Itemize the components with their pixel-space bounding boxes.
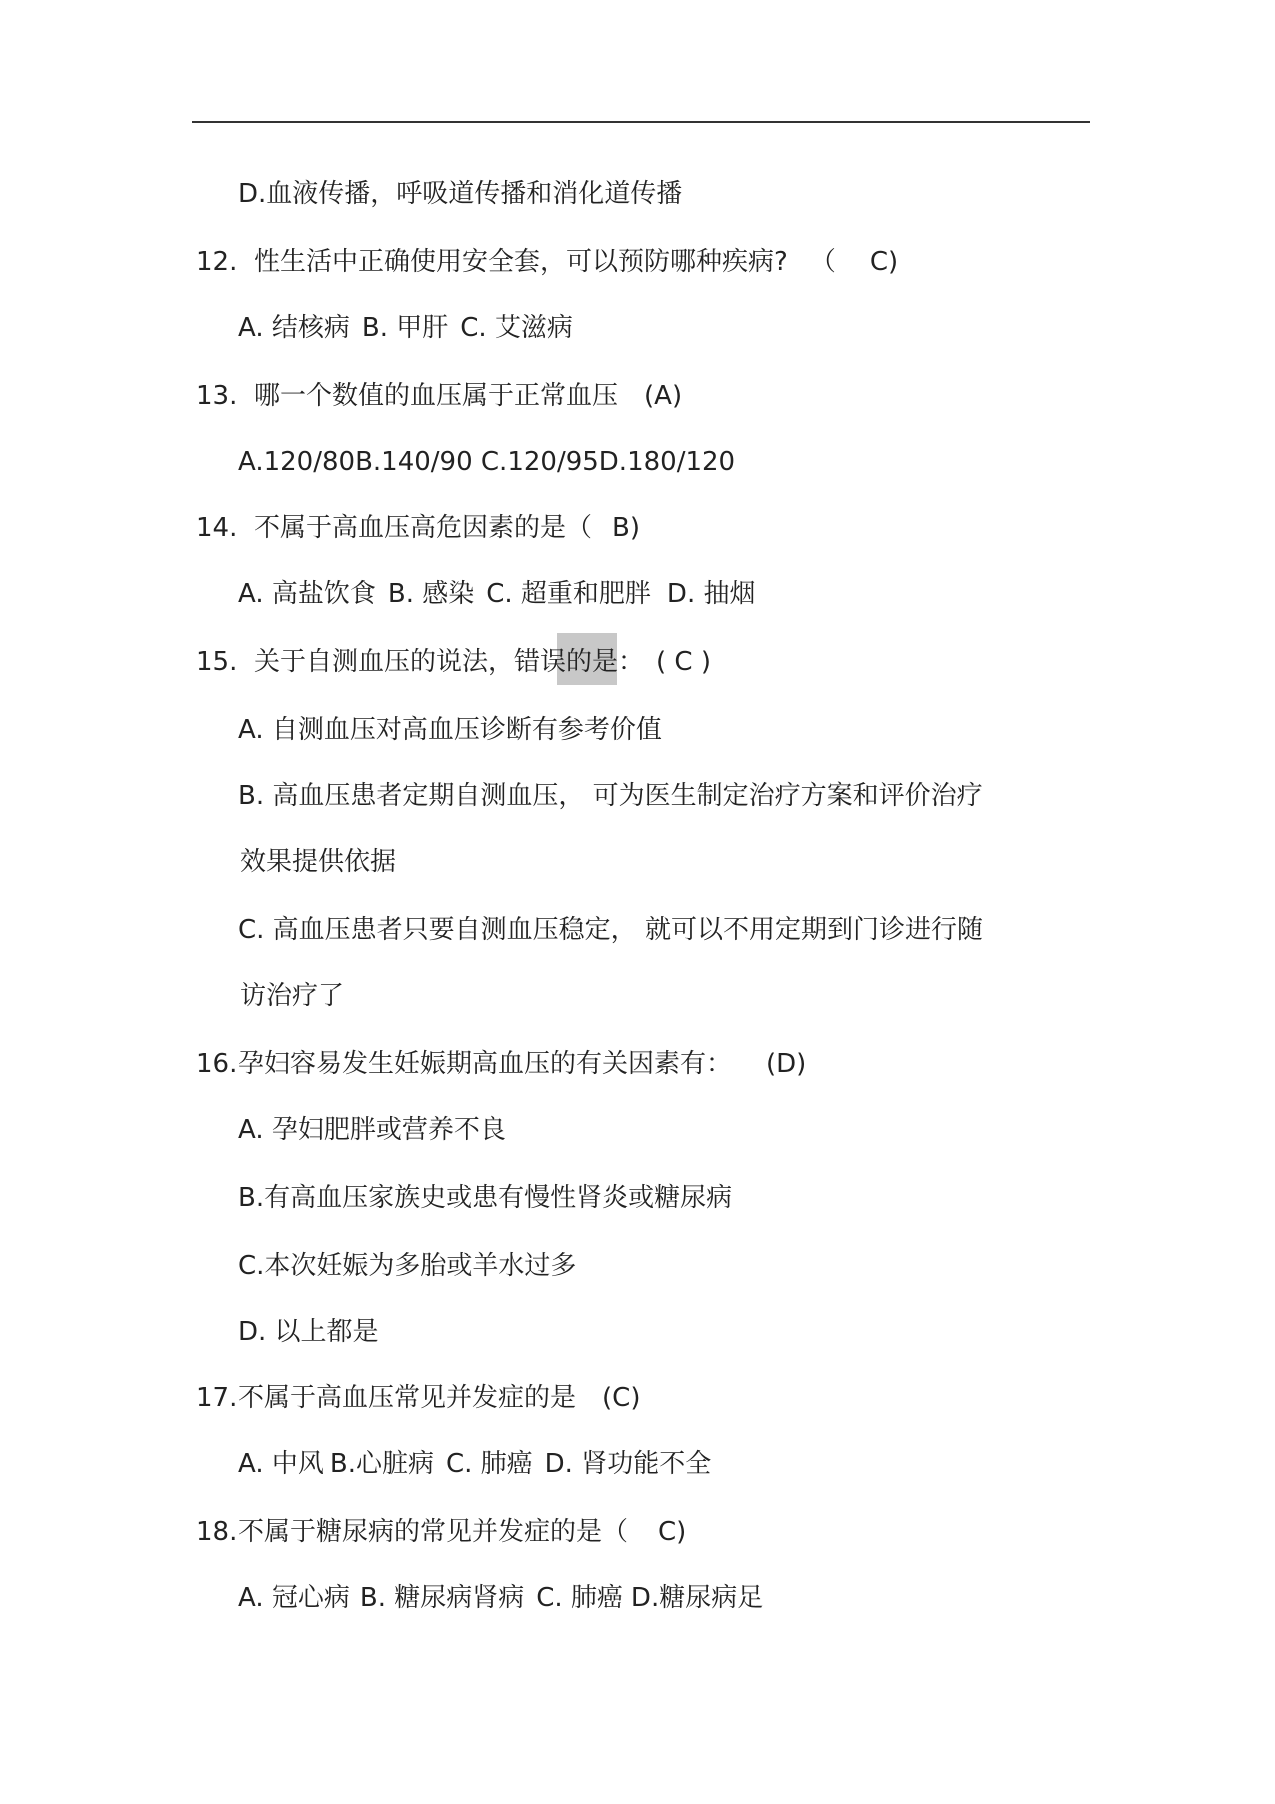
question-text: 关于自测血压的说法，错误的是： [254,647,645,677]
question-answer: (D) [766,1049,807,1079]
header-rule [192,121,1090,123]
question-16 [196,1048,806,1080]
question-answer: (C) [602,1383,641,1413]
option-a: A. 中风 [238,1449,324,1479]
q11-option-d: D.血液传播，呼吸道传播和消化道传播 [238,179,683,209]
option-c: C. 肺癌 [445,1449,533,1479]
question-text: 性生活中正确使用安全套，可以预防哪种疾病? [254,247,788,277]
question-text: 不属于高血压常见并发症的是 [238,1383,577,1413]
question-number: 15. [196,647,238,677]
question-text: 孕妇容易发生妊娠期高血压的有关因素有： [238,1049,733,1079]
question-17 [196,1382,640,1414]
question-number: 16. [196,1049,238,1079]
question-number: 18. [196,1517,238,1547]
question-number: 17. [196,1383,238,1413]
option-c: C. 超重和肥胖 [486,579,651,609]
q16-option-d: D. 以上都是 [238,1317,379,1347]
q15-option-b: B. 高血压患者定期自测血压， 可为医生制定治疗方案和评价治疗 [238,781,983,811]
q17-options [238,1448,711,1480]
question-13 [196,380,682,412]
option-b: B. 感染 [387,579,475,609]
q15-option-a: A. 自测血压对高血压诊断有参考价值 [238,715,662,745]
question-text: 不属于高血压高危因素的是（ [254,513,593,543]
question-answer: ( C ) [656,647,711,677]
question-14 [196,512,640,544]
question-text: 哪一个数值的血压属于正常血压 [254,381,619,411]
q16-option-b: B.有高血压家族史或患有慢性肾炎或糖尿病 [238,1183,733,1213]
q12-options [238,312,573,344]
option-a: A. 高盐饮食 [238,579,376,609]
question-number: 13. [196,381,238,411]
option-d: D. 肾功能不全 [544,1449,712,1479]
q16-option-c: C.本次妊娠为多胎或羊水过多 [238,1251,577,1281]
option-b: B. 甲肝 [361,313,449,343]
q13-options: A.120/80B.140/90 C.120/95D.180/120 [238,447,736,477]
question-answer: C) [869,247,899,277]
option-b: B. 糖尿病肾病 [359,1583,525,1613]
question-answer: C) [658,1517,687,1547]
option-a: A. 结核病 [238,313,350,343]
question-12 [196,246,898,278]
question-answer: (A) [644,381,683,411]
q14-options [238,578,755,610]
option-c: C. 艾滋病 [460,313,573,343]
question-number: 12. [196,247,238,277]
option-c: C. 肺癌 [536,1583,623,1613]
question-15 [196,646,711,678]
question-paren: （ [809,247,836,277]
q15-option-c: C. 高血压患者只要自测血压稳定， 就可以不用定期到门诊进行随 [238,915,983,945]
q15-option-c-continued: 访治疗了 [240,981,345,1011]
q18-options [238,1582,763,1614]
option-d: D. 抽烟 [666,579,756,609]
q16-option-a: A. 孕妇肥胖或营养不良 [238,1115,506,1145]
question-18 [196,1516,686,1548]
option-b: B.心脏病 [329,1449,434,1479]
option-a: A. 冠心病 [238,1583,350,1613]
option-d: D.糖尿病足 [630,1583,764,1613]
question-number: 14. [196,513,238,543]
q15-option-b-continued: 效果提供依据 [240,847,397,877]
question-answer: B) [612,513,640,543]
question-text: 不属于糖尿病的常见并发症的是（ [238,1517,629,1547]
